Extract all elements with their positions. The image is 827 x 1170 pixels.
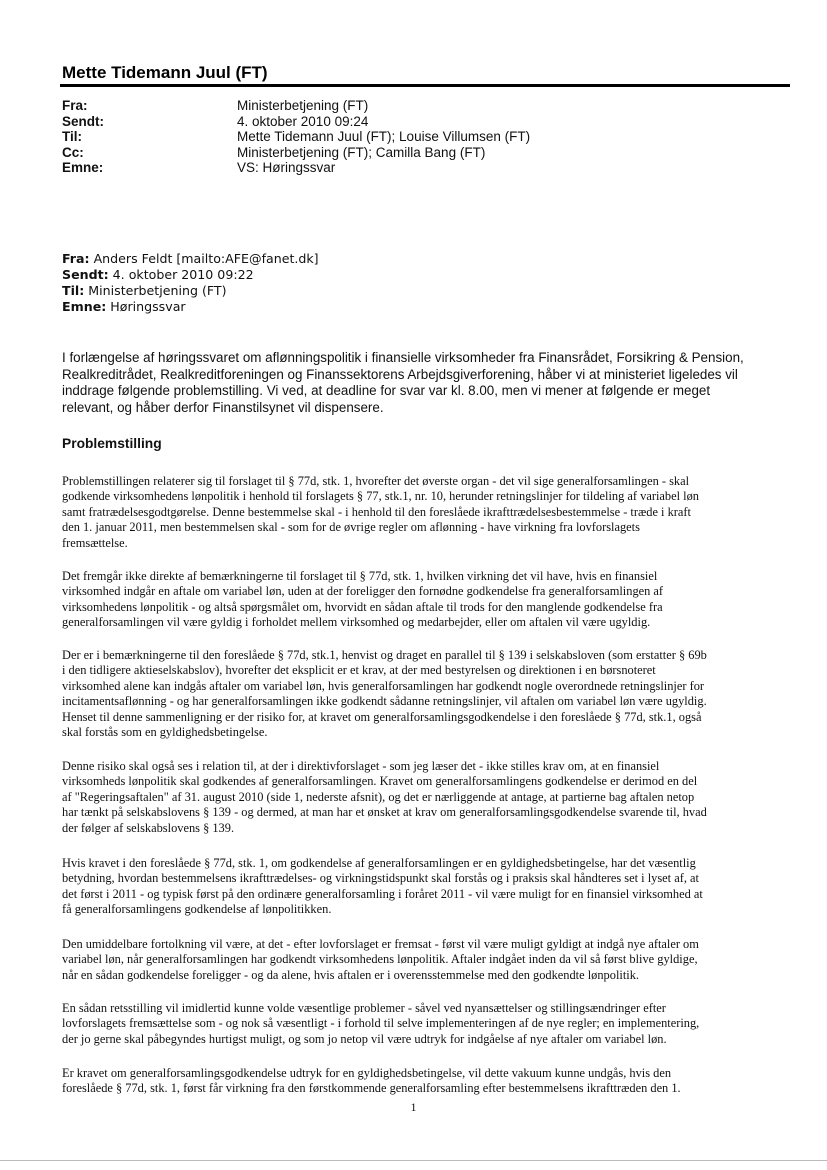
body-paragraph [62,1066,786,1097]
page-bottom-edge [0,1160,827,1161]
paragraph-line: Denne risiko skal også ses i relation til, at der i direktivforslaget - som jeg læser det - ikke stilles krav om, at en finansiel [62,759,660,773]
header-value: 4. oktober 2010 09:24 [237,113,369,129]
paragraph-line: der jo gerne skal påbegyndes hurtigst muligt, og som jo netop vil være udtryk for indgåelse af nye aftaler om variabel løn. [62,1031,667,1046]
paragraph-line: virksomheds lønpolitik skal godkendes af generalforsamlingen. Kravet om generalforsamlingens godkendelse er derimod en del [62,774,698,789]
intro-line: I forlængelse af høringssvaret om aflønningspolitik i finansielle virksomheder fra Finansrådet, Forsikring & Pension, [62,350,744,365]
page-number: 1 [410,1100,417,1114]
header-row [62,114,530,130]
paragraph-line: foreslåede § 77d, stk. 1, først får virkning fra den førstkommende generalforsamling efter bestemmelsens ikrafttræden den 1. [62,1081,681,1096]
paragraph-line: generalforsamlingen vil være gyldig i forholdet mellem virksomhed og medarbejder, eller om aftalen vil være ugyldig. [62,615,651,630]
paragraph-line: En sådan retsstilling vil imidlertid kunne volde væsentlige problemer - såvel ved nyansættelser og stillingsændringer efter [62,1001,666,1015]
body-paragraph [62,648,786,740]
header-row [62,160,530,176]
paragraph-line: når en sådan godkendelse foreligger - og da alene, hvis aftalen er i overensstemmelse med den godkendte lønpolitik. [62,967,640,982]
forwarded-from-row [62,251,319,267]
header-value: Mette Tidemann Juul (FT); Louise Villumsen (FT) [237,129,531,144]
sent-label: Sendt: [62,267,109,282]
paragraph-line: Der er i bemærkningerne til den foreslåede § 77d, stk.1, henvist og draget en parallel til § 139 i selskabsloven (som erstatter § 69b [62,648,707,662]
forwarded-header [62,251,319,315]
from-value: Anders Feldt [mailto:AFE@fanet.dk] [93,251,319,266]
email-header [62,98,530,176]
paragraph-line: variabel løn, når generalforsamlingen har godkendt virksomhedens lønpolitik. Aftaler indgået inden da vil så først blive gyldige, [62,952,698,967]
section-title: Problemstilling [62,436,162,451]
subject-value: Høringssvar [110,299,186,314]
paragraph-line: Problemstillingen relaterer sig til forslaget til § 77d, stk. 1, hvorefter det øverste organ - det vil sige generalforsamlingen - skal [62,474,690,488]
paragraph-line: få generalforsamlingens godkendelse af lønpolitikken. [62,902,332,917]
paragraph-line: samt fratrædelsesgodtgørelse. Denne bestemmelse skal - i henhold til den foreslåede ikrafttrædelsesbestemmelse - træde i kraft [62,504,691,519]
from-label: Fra: [62,251,90,266]
body-paragraph [62,474,786,551]
header-label: Sendt: [62,113,104,129]
paragraph-line: der følger af selskabslovens § 139. [62,820,235,835]
header-value: Ministerbetjening (FT) [237,98,369,113]
header-label: Cc: [62,144,84,160]
paragraph-line: i den tidligere aktieselskabslov), hvorefter det eksplicit er et krav, at der med bestyrelsen og direktionen i en børsnoteret [62,663,656,678]
paragraph-line: godkende virksomhedens lønpolitik i henhold til forslagets § 77, stk.1, nr. 10, herunder retningslinjer for tildeling af variabel løn [62,489,699,504]
intro-paragraph [62,350,782,416]
header-value: VS: Høringssvar [237,160,336,175]
paragraph-line: lovforslagets fremsættelse som - og nok så væsentligt - i forhold til selve implementeringen af de nye regler; en implementering, [62,1016,700,1031]
header-label: Fra: [62,98,88,113]
paragraph-line: virksomhedens lønpolitik - og altså spørgsmålet om, hvorvidt en sådan aftale til trods for den manglende godkendelse fra [62,599,663,614]
paragraph-line: har tænkt på selskabslovens § 139 - og dermed, at man har et ønsket at krav om generalforsamlingsgodkendelse svarende til, hvad [62,805,707,820]
paragraph-line: den 1. januar 2011, men bestemmelsen skal - som for de øvrige regler om aflønning - have virkning fra lovforslagets [62,520,640,535]
paragraph-line: virksomhed indgår en aftale om variabel løn, uden at der foreligger den fornødne godkendelse fra generalforsamlingen af [62,584,664,599]
paragraph-line: betydning, hvordan bestemmelsens ikrafttrædelses- og virkningstidspunkt skal forstås og i praksis skal håndteres set i lyset af, at [62,871,699,886]
forwarded-to-row [62,283,319,299]
header-label: Til: [62,129,82,144]
forwarded-sent-row [62,267,319,283]
paragraph-line: Det fremgår ikke direkte af bemærkningerne til forslaget til § 77d, stk. 1, hvilken virkning det vil have, hvis en finansiel [62,569,658,583]
paragraph-line: skal forstås som en gyldighedsbetingelse. [62,725,268,740]
header-label: Emne: [62,160,104,175]
paragraph-line: det først i 2011 - og typisk først på den ordinære generalforsamling i foråret 2011 - vil være muligt for en finansiel virksomhed at [62,886,703,901]
body-paragraph [62,1001,786,1047]
sent-value: 4. oktober 2010 09:22 [112,267,254,282]
mail-owner-name: Mette Tidemann Juul (FT) [62,63,268,82]
paragraph-line: fremsættelse. [62,535,128,550]
header-row [62,145,530,161]
paragraph-line: af "Regeringsaftalen" af 31. august 2010 (side 1, nederste afsnit), og det er nærliggende at antage, at partierne bag aftalen netop [62,789,695,804]
forwarded-subject-row [62,299,319,315]
header-value: Ministerbetjening (FT); Camilla Bang (FT) [237,144,486,160]
body-paragraph [62,569,786,631]
to-value: Ministerbetjening (FT) [88,283,227,298]
to-label: Til: [62,283,85,298]
paragraph-line: Den umiddelbare fortolkning vil være, at det - efter lovforslaget er fremsat - først vil være muligt gyldigt at indgå nye aftaler om [62,937,699,951]
paragraph-line: Henset til denne sammenligning er der risiko for, at kravet om generalforsamlingsgodkendelse i den foreslåede § 77d, stk.1, også [62,709,702,724]
paragraph-line: Hvis kravet i den foreslåede § 77d, stk. 1, om godkendelse af generalforsamlingen er en gyldighedsbetingelse, har det væsentlig [62,856,696,870]
body-paragraph [62,937,786,983]
body-paragraph [62,759,786,836]
intro-line: relevant, og håber derfor Finanstilsynet vil dispensere. [62,399,384,415]
header-divider [60,84,790,87]
intro-line: inddrage følgende problemstilling. Vi ved, at deadline for svar var kl. 8.00, men vi mener at følgende er meget [62,383,711,399]
paragraph-line: Er kravet om generalforsamlingsgodkendelse udtryk for en gyldighedsbetingelse, vil dette vakuum kunne undgås, hvis den [62,1066,672,1080]
body-paragraph [62,856,786,918]
intro-line: Realkreditrådet, Realkreditforeningen og Finanssektorens Arbejdsgiverforening, håber vi at ministeriet ligeledes vil [62,366,738,382]
header-row [62,98,530,114]
subject-label: Emne: [62,299,107,314]
paragraph-line: virksomhed alene kan indgås aftaler om variabel løn, hvis generalforsamlingen har godkendt nogle overordnede retningslinjer for [62,678,705,693]
paragraph-line: incitamentsaflønning - og har generalforsamlingen ikke godkendt sådanne retningslinjer, vil aftalen om variabel løn være ugyldig. [62,694,707,709]
header-row [62,129,530,145]
